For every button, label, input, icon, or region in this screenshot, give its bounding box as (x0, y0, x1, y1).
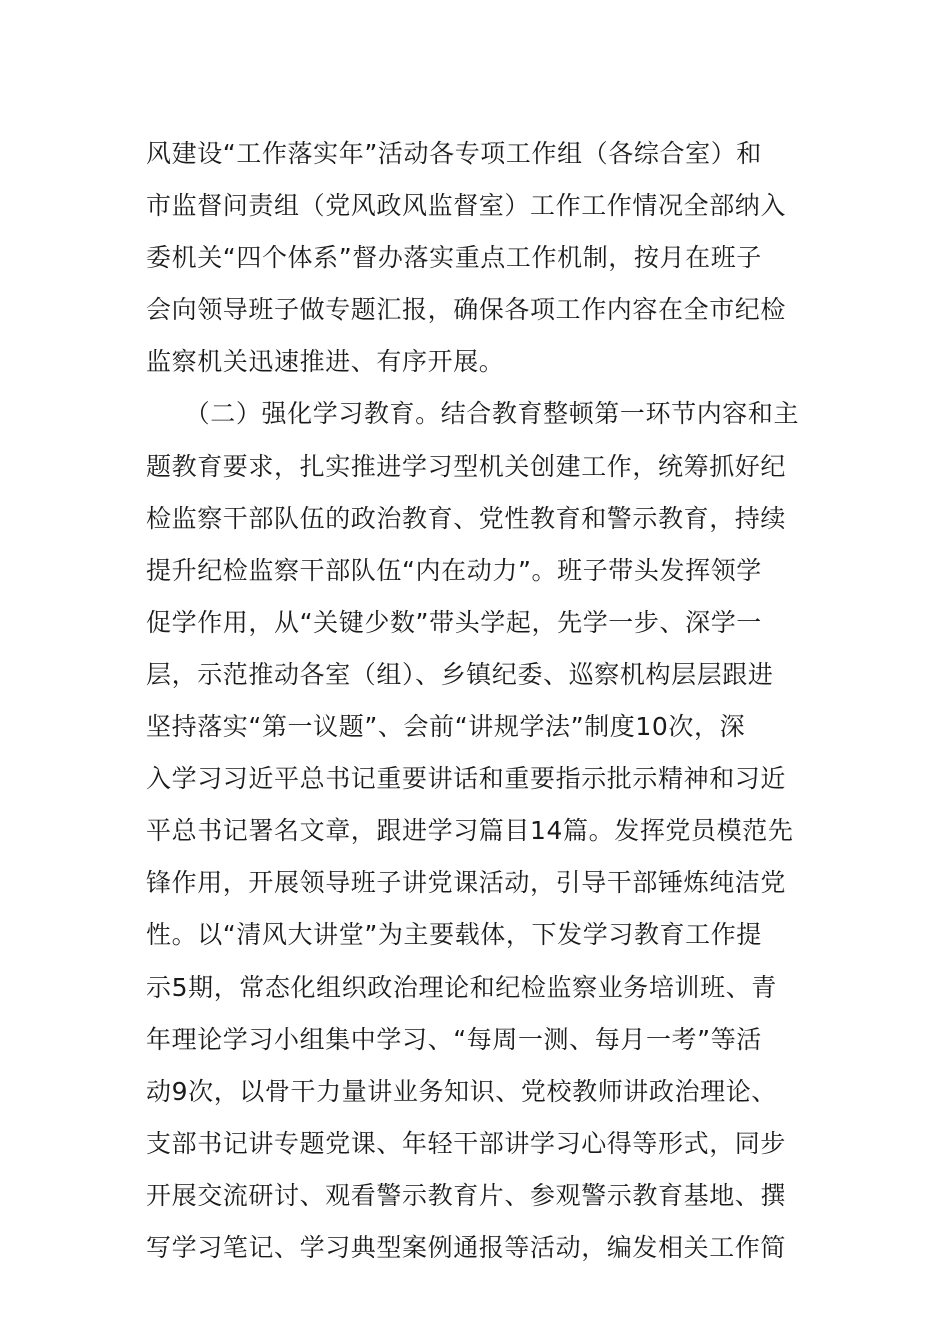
text-line: 锋作用，开展领导班子讲党课活动，引导干部锤炼纯洁党 (146, 868, 787, 898)
text-line: 提升纪检监察干部队伍“内在动力”。班子带头发挥领学 (146, 555, 762, 585)
text-line: 示5期，常态化组织政治理论和纪检监察业务培训班、青 (146, 972, 777, 1002)
text-line: 年理论学习小组集中学习、“每周一测、每月一考”等活 (146, 1024, 762, 1054)
text-line: 风建设“工作落实年”活动各专项工作组（各综合室）和 (146, 139, 762, 168)
text-line: 监察机关迅速推进、有序开展。 (146, 347, 505, 377)
text-line: 促学作用，从“关键少数”带头学起，先学一步、深学一 (146, 607, 762, 637)
text-line: 动9次，以骨干力量讲业务知识、党校教师讲政治理论、 (146, 1076, 777, 1106)
text-line: 开展交流研讨、观看警示教育片、参观警示教育基地、撰 (146, 1180, 787, 1210)
text-line: 坚持落实“第一议题”、会前“讲规学法”制度10次，深 (146, 712, 746, 742)
text-line: 写学习笔记、学习典型案例通报等活动，编发相关工作简 (146, 1232, 787, 1262)
section-heading-line: （二）强化学习教育。结合教育整顿第一环节内容和主 (146, 399, 800, 429)
text-line: 会向领导班子做专题汇报，确保各项工作内容在全市纪检 (146, 295, 787, 325)
text-line: 平总书记署名文章，跟进学习篇目14篇。发挥党员模范先 (146, 816, 794, 846)
text-line: 性。以“清风大讲堂”为主要载体，下发学习教育工作提 (146, 920, 762, 950)
body-text (146, 128, 806, 1274)
text-line: 市监督问责组（党风政风监督室）工作工作情况全部纳入 (146, 191, 787, 221)
text-line: 支部书记讲专题党课、年轻干部讲学习心得等形式，同步 (146, 1128, 787, 1158)
text-line: 题教育要求，扎实推进学习型机关创建工作，统筹抓好纪 (146, 451, 787, 481)
text-line: 层，示范推动各室（组）、乡镇纪委、巡察机构层层跟进 (146, 659, 774, 689)
text-line: 检监察干部队伍的政治教育、党性教育和警示教育，持续 (146, 503, 787, 533)
text-line: 委机关“四个体系”督办落实重点工作机制，按月在班子 (146, 243, 762, 273)
text-line: 入学习习近平总书记重要讲话和重要指示批示精神和习近 (146, 764, 787, 794)
